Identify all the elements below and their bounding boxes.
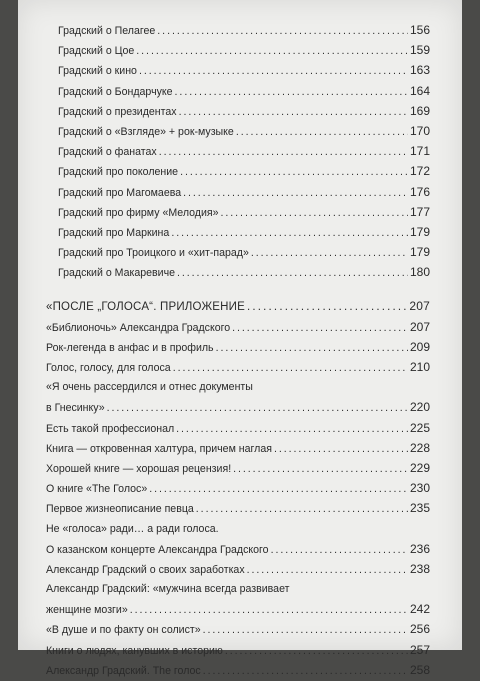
toc-entry-title: Книги о людях, канувших в историю	[46, 644, 223, 657]
dot-leader	[274, 439, 408, 459]
dot-leader	[149, 479, 408, 499]
toc-entry-page: 228	[409, 440, 430, 455]
toc-entry	[46, 478, 430, 498]
toc-entry	[46, 60, 430, 80]
dot-leader	[176, 419, 408, 439]
toc-entry-page: 256	[409, 622, 430, 637]
toc-entry-first-line	[46, 519, 430, 539]
toc-entry-title: Градский про фирму «Мелодия»	[58, 206, 219, 219]
dot-leader	[173, 358, 408, 378]
toc-entry-page: 236	[409, 541, 430, 556]
toc-entry	[46, 101, 430, 121]
dot-leader	[171, 223, 408, 243]
toc-entry-title: Рок-легенда в анфас и в профиль	[46, 341, 214, 354]
toc-entry-title: в Гнесинку»	[46, 402, 105, 415]
dot-leader	[271, 540, 408, 560]
dot-leader	[139, 61, 408, 81]
toc-entry-title: Градский о Пелагее	[58, 25, 156, 37]
toc-entry-page: 242	[409, 602, 430, 617]
section-gap	[46, 282, 430, 296]
toc-entry	[46, 539, 430, 559]
toc-entry-title: Градский о президентах	[58, 105, 177, 118]
dot-leader	[179, 102, 408, 122]
toc-entry	[46, 182, 430, 202]
toc-entry	[46, 660, 430, 680]
toc-entry	[46, 141, 430, 161]
toc-entry-page: 258	[409, 662, 430, 677]
toc-entry-title: «В душе и по факту он солист»	[46, 624, 201, 637]
toc-entry-page: 220	[409, 400, 430, 415]
toc-entry-page: 176	[409, 184, 430, 199]
toc-entry-title: Градский о «Взгляде» + рок-музыке	[58, 125, 234, 138]
toc-entry	[46, 559, 430, 579]
toc-entry-page: 238	[409, 561, 430, 576]
toc-entry-title: Александр Градский. The голос	[46, 664, 201, 677]
toc-entry	[46, 357, 430, 377]
toc-entry	[46, 121, 430, 141]
dot-leader	[183, 183, 408, 203]
dot-leader	[175, 82, 408, 102]
toc-entry-title: Градский о Макаревиче	[58, 267, 175, 280]
toc-entry	[46, 40, 430, 60]
dot-leader	[107, 398, 408, 418]
toc-entry-title: Градский о Бондарчуке	[58, 85, 173, 98]
dot-leader	[180, 162, 408, 182]
toc-entry-page: 180	[409, 265, 430, 280]
dot-leader	[203, 620, 408, 640]
dot-leader	[221, 203, 408, 223]
toc-entry-title: «Библионочь» Александра Градского	[46, 321, 231, 334]
toc-entry-page: 230	[409, 481, 430, 496]
toc-entry-page: 179	[409, 224, 430, 239]
toc-entry	[46, 397, 430, 417]
toc-entry-title: Градский про Троицкого и «хит-парад»	[58, 247, 249, 260]
toc-entry	[46, 242, 430, 262]
dot-leader	[136, 41, 408, 61]
toc-entry	[46, 458, 430, 478]
toc-entry-page: 210	[409, 360, 430, 374]
toc-entry-page: 229	[409, 460, 430, 475]
toc-entry-page: 171	[409, 144, 430, 159]
toc-entry-title: Голос, голосу, для голоса	[46, 362, 171, 374]
toc-entry	[46, 161, 430, 181]
toc-entry-title: Первое жизнеописание певца	[46, 503, 194, 516]
dot-leader	[130, 600, 408, 620]
dot-leader	[157, 21, 408, 41]
dot-leader	[216, 338, 408, 358]
dot-leader	[247, 297, 407, 317]
toc-entry-title: Градский про Магомаева	[58, 186, 182, 199]
toc-entry	[46, 599, 430, 619]
toc-entry-page: 164	[409, 83, 430, 98]
toc-entry-title: О казанском концерте Александра Градского	[46, 543, 269, 556]
toc-entry-title: Александр Градский о своих заработках	[46, 563, 245, 576]
toc-entry-page: 163	[409, 63, 430, 78]
toc-entry-first-line	[46, 579, 430, 599]
dot-leader	[196, 499, 408, 519]
toc-entry-title: Есть такой профессионал	[46, 422, 175, 435]
section-heading	[46, 296, 430, 316]
book-page	[18, 0, 462, 677]
toc-entry-title: Александр Градский: «мужчина всегда развивает	[46, 583, 290, 596]
section-heading-title: «ПОСЛЕ „ГОЛОСА“. ПРИЛОЖЕНИЕ	[46, 301, 245, 314]
table-of-contents	[46, 20, 430, 680]
dot-leader	[232, 318, 408, 338]
toc-entry	[46, 20, 430, 40]
toc-entry-page: 169	[409, 103, 430, 118]
toc-entry	[46, 418, 430, 438]
toc-entry-title: Градский про Маркина	[58, 226, 170, 239]
toc-entry-title: Градский о кино	[58, 65, 137, 78]
toc-entry	[46, 317, 430, 337]
dot-leader	[159, 142, 408, 162]
toc-entry-title: «Я очень рассердился и отнес документы	[46, 381, 253, 394]
toc-entry-title: женщине мозги»	[46, 604, 128, 617]
toc-entry	[46, 222, 430, 242]
dot-leader	[247, 560, 408, 580]
toc-entry-page: 209	[409, 339, 430, 354]
toc-entry-page: 235	[409, 501, 430, 516]
section-heading-page: 207	[409, 299, 430, 314]
toc-entry	[46, 619, 430, 639]
dot-leader	[203, 661, 408, 681]
toc-entry	[46, 498, 430, 518]
toc-entry-page: 170	[409, 123, 430, 138]
toc-entry-title: Градский о Цое	[58, 45, 135, 58]
toc-entry-title: Не «голоса» ради… а ради голоса.	[46, 522, 219, 535]
toc-entry-title: О книге «The Голос»	[46, 483, 148, 496]
toc-entry	[46, 262, 430, 282]
toc-entry-title: Хорошей книге — хорошая рецензия!	[46, 462, 232, 475]
toc-entry-page: 159	[409, 43, 430, 58]
toc-entry-page: 156	[409, 23, 430, 37]
toc-entry-page: 172	[409, 164, 430, 179]
toc-entry	[46, 81, 430, 101]
toc-entry-page: 257	[409, 642, 430, 657]
dot-leader	[225, 641, 408, 661]
toc-entry-title: Градский о фанатах	[58, 146, 157, 159]
toc-entry-page: 207	[409, 319, 430, 334]
toc-entry-page: 179	[409, 245, 430, 260]
toc-entry-page: 177	[409, 204, 430, 219]
toc-entry-first-line	[46, 377, 430, 397]
dot-leader	[251, 243, 408, 263]
toc-entry-title: Градский про поколение	[58, 166, 179, 179]
dot-leader	[177, 263, 408, 283]
dot-leader	[233, 459, 408, 479]
toc-entry	[46, 438, 430, 458]
toc-entry	[46, 337, 430, 357]
toc-entry-page: 225	[409, 420, 430, 435]
dot-leader	[236, 122, 408, 142]
toc-entry	[46, 202, 430, 222]
toc-entry-title: Книга — откровенная халтура, причем наглая	[46, 442, 272, 455]
